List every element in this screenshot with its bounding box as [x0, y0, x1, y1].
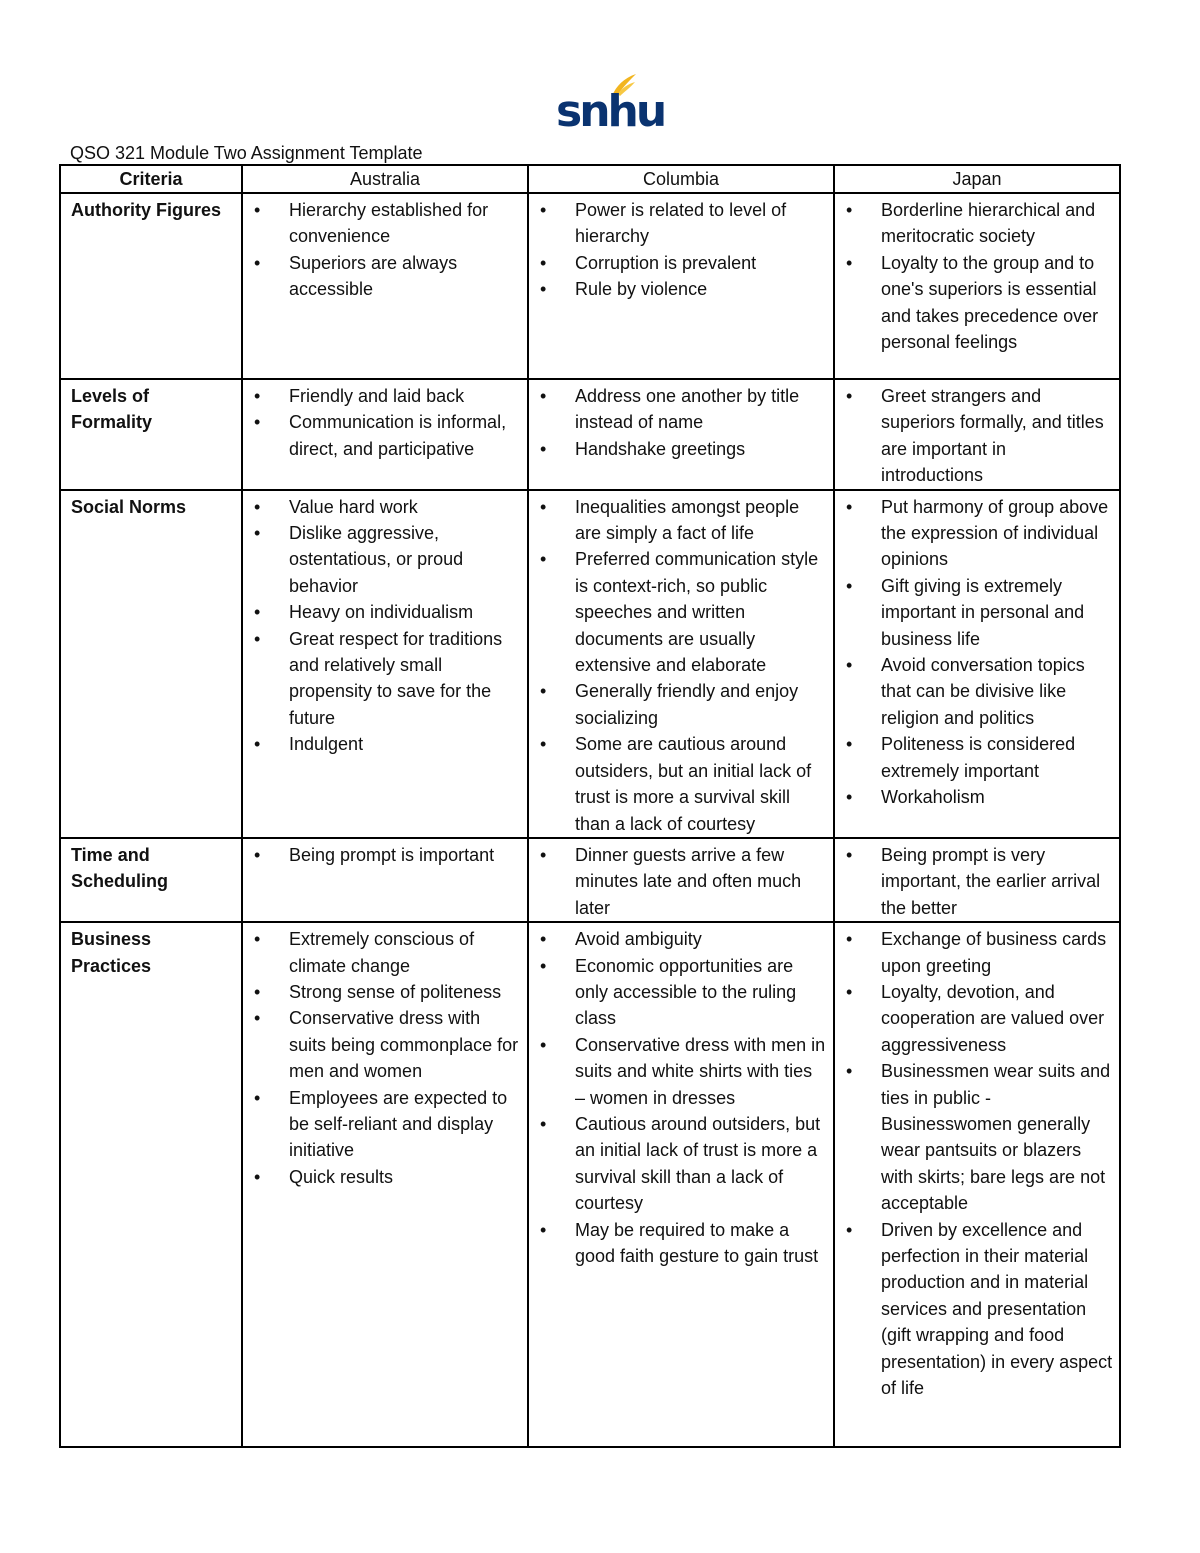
japan-cell — [834, 193, 1120, 379]
bullet-item: • Address one another by title instead of name — [529, 383, 827, 436]
japan-cell — [834, 379, 1120, 490]
bullet-item: • Strong sense of politeness — [243, 979, 521, 1005]
header-japan: Japan — [834, 165, 1120, 193]
australia-cell — [242, 838, 528, 922]
bullet-list — [529, 926, 827, 1269]
bullet-item: • Being prompt is important — [243, 842, 521, 868]
bullet-item: • Loyalty to the group and to one's superiors is essential and takes precedence over personal feelings — [835, 250, 1113, 356]
bullet-list — [835, 383, 1113, 489]
table-body — [60, 193, 1120, 1447]
table-row-business-practices — [60, 922, 1120, 1447]
bullet-item: • Exchange of business cards upon greeting — [835, 926, 1113, 979]
bullet-item: • Cautious around outsiders, but an initial lack of trust is more a survival skill than a lack of courtesy — [529, 1111, 827, 1217]
bullet-item: • Great respect for traditions and relatively small propensity to save for the future — [243, 626, 521, 732]
criteria-label: Levels of Formality — [60, 379, 242, 490]
bullet-item: • Extremely conscious of climate change — [243, 926, 521, 979]
comparison-table — [59, 164, 1121, 1448]
bullet-list — [243, 926, 521, 1190]
table-row-social-norms — [60, 490, 1120, 838]
bullet-item: • Greet strangers and superiors formally, and titles are important in introductions — [835, 383, 1113, 489]
bullet-list — [835, 197, 1113, 355]
bullet-item: • Power is related to level of hierarchy — [529, 197, 827, 250]
bullet-item: • Loyalty, devotion, and cooperation are valued over aggressiveness — [835, 979, 1113, 1058]
japan-cell — [834, 490, 1120, 838]
bullet-item: • Conservative dress with suits being commonplace for men and women — [243, 1005, 521, 1084]
bullet-item: • Avoid conversation topics that can be divisive like religion and politics — [835, 652, 1113, 731]
bullet-list — [529, 842, 827, 921]
table-row-time-and-scheduling — [60, 838, 1120, 922]
bullet-item: • Dinner guests arrive a few minutes late and often much later — [529, 842, 827, 921]
bullet-list — [243, 197, 521, 303]
bullet-item: • Workaholism — [835, 784, 1113, 810]
bullet-item: • Inequalities amongst people are simply a fact of life — [529, 494, 827, 547]
bullet-item: • Hierarchy established for convenience — [243, 197, 521, 250]
bullet-item: • Friendly and laid back — [243, 383, 521, 409]
header-columbia: Columbia — [528, 165, 834, 193]
columbia-cell — [528, 193, 834, 379]
bullet-list — [529, 197, 827, 303]
bullet-item: • Communication is informal, direct, and participative — [243, 409, 521, 462]
criteria-label: Social Norms — [60, 490, 242, 838]
bullet-item: • Driven by excellence and perfection in their material production and in material services and presentation (gift wrapping and food presentation) in every aspect of life — [835, 1217, 1113, 1402]
japan-cell — [834, 838, 1120, 922]
bullet-item: • Businessmen wear suits and ties in public - Businesswomen generally wear pantsuits or blazers with skirts; bare legs are not acceptable — [835, 1058, 1113, 1216]
bullet-item: • Quick results — [243, 1164, 521, 1190]
bullet-list — [835, 494, 1113, 811]
bullet-item: • Value hard work — [243, 494, 521, 520]
bullet-item: • Superiors are always accessible — [243, 250, 521, 303]
japan-cell — [834, 922, 1120, 1447]
bullet-list — [835, 842, 1113, 921]
header-row — [60, 165, 1120, 193]
bullet-item: • May be required to make a good faith gesture to gain trust — [529, 1217, 827, 1270]
bullet-item: • Dislike aggressive, ostentatious, or proud behavior — [243, 520, 521, 599]
bullet-list — [529, 494, 827, 837]
columbia-cell — [528, 922, 834, 1447]
columbia-cell — [528, 379, 834, 490]
bullet-item: • Rule by violence — [529, 276, 827, 302]
australia-cell — [242, 379, 528, 490]
snhu-logo — [556, 72, 665, 137]
bullet-item: • Preferred communication style is context-rich, so public speeches and written documents are usually extensive and elaborate — [529, 546, 827, 678]
bullet-item: • Employees are expected to be self-reliant and display initiative — [243, 1085, 521, 1164]
bullet-item: • Heavy on individualism — [243, 599, 521, 625]
bullet-item: • Put harmony of group above the expression of individual opinions — [835, 494, 1113, 573]
criteria-label: Time and Scheduling — [60, 838, 242, 922]
bullet-item: • Conservative dress with men in suits and white shirts with ties – women in dresses — [529, 1032, 827, 1111]
bullet-list — [243, 842, 521, 868]
columbia-cell — [528, 838, 834, 922]
bullet-item: • Indulgent — [243, 731, 521, 757]
bullet-item: • Generally friendly and enjoy socializing — [529, 678, 827, 731]
australia-cell — [242, 490, 528, 838]
bullet-item: • Borderline hierarchical and meritocratic society — [835, 197, 1113, 250]
bullet-item: • Avoid ambiguity — [529, 926, 827, 952]
australia-cell — [242, 922, 528, 1447]
logo-wordmark: snhu — [556, 86, 665, 137]
bullet-list — [243, 494, 521, 758]
bullet-item: • Economic opportunities are only accessible to the ruling class — [529, 953, 827, 1032]
bullet-item: • Gift giving is extremely important in personal and business life — [835, 573, 1113, 652]
bullet-list — [243, 383, 521, 462]
bullet-list — [835, 926, 1113, 1401]
criteria-label: Business Practices — [60, 922, 242, 1447]
bullet-item: • Some are cautious around outsiders, but an initial lack of trust is more a survival skill than a lack of courtesy — [529, 731, 827, 837]
bullet-item: • Handshake greetings — [529, 436, 827, 462]
bullet-item: • Politeness is considered extremely important — [835, 731, 1113, 784]
australia-cell — [242, 193, 528, 379]
table-row-levels-of-formality — [60, 379, 1120, 490]
header-australia: Australia — [242, 165, 528, 193]
criteria-label: Authority Figures — [60, 193, 242, 379]
bullet-list — [529, 383, 827, 462]
document-title: QSO 321 Module Two Assignment Template — [70, 143, 423, 163]
bullet-item: • Corruption is prevalent — [529, 250, 827, 276]
bullet-item: • Being prompt is very important, the earlier arrival the better — [835, 842, 1113, 921]
table-row-authority-figures — [60, 193, 1120, 379]
columbia-cell — [528, 490, 834, 838]
header-criteria: Criteria — [60, 165, 242, 193]
